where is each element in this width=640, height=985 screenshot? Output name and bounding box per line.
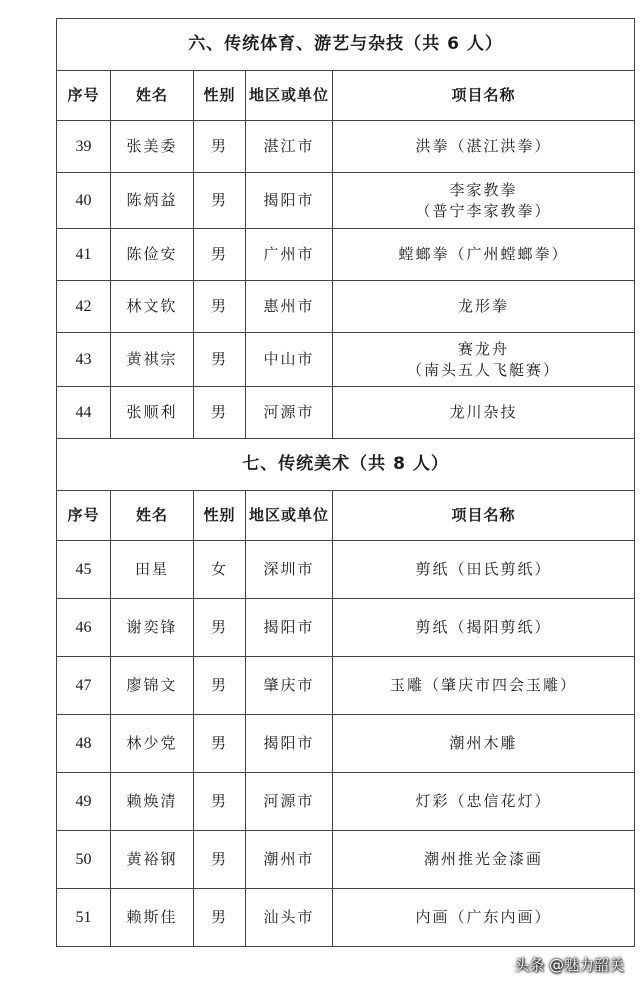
cell-project — [333, 541, 635, 599]
cell-project — [333, 831, 635, 889]
cell-gender: 男 — [194, 773, 246, 831]
cell-region: 河源市 — [246, 387, 333, 439]
cell-number: 45 — [57, 541, 111, 599]
table-row — [57, 599, 635, 657]
cell-project — [333, 773, 635, 831]
cell-gender: 男 — [194, 387, 246, 439]
cell-region: 揭阳市 — [246, 715, 333, 773]
cell-project — [333, 173, 635, 229]
cell-region: 揭阳市 — [246, 173, 333, 229]
cell-name: 张顺利 — [111, 387, 194, 439]
cell-name: 张美委 — [111, 121, 194, 173]
cell-project — [333, 333, 635, 387]
cell-name: 陈炳益 — [111, 173, 194, 229]
table-row — [57, 831, 635, 889]
project-name-line: 剪纸（田氏剪纸） — [415, 560, 552, 578]
project-name-line: （南头五人飞艇赛） — [407, 360, 561, 379]
cell-project — [333, 715, 635, 773]
table-row — [57, 281, 635, 333]
cell-number: 46 — [57, 599, 111, 657]
column-header-project: 项目名称 — [333, 491, 635, 541]
cell-number: 47 — [57, 657, 111, 715]
cell-name: 赖斯佳 — [111, 889, 194, 947]
project-name-line: 洪拳（湛江洪拳） — [415, 137, 552, 155]
column-header-name: 姓名 — [111, 491, 194, 541]
cell-name: 黄祺宗 — [111, 333, 194, 387]
cell-region: 湛江市 — [246, 121, 333, 173]
cell-name: 廖锦文 — [111, 657, 194, 715]
watermark: 头条 @魅力韶关 — [514, 956, 624, 974]
section-title-row — [57, 439, 635, 491]
table-row — [57, 773, 635, 831]
cell-region: 广州市 — [246, 229, 333, 281]
cell-name: 田星 — [111, 541, 194, 599]
cell-number: 42 — [57, 281, 111, 333]
column-header-number: 序号 — [57, 71, 111, 121]
cell-name: 陈俭安 — [111, 229, 194, 281]
project-name-line: 龙形拳 — [458, 297, 510, 315]
cell-number: 43 — [57, 333, 111, 387]
table-row — [57, 121, 635, 173]
cell-gender: 男 — [194, 281, 246, 333]
cell-region: 潮州市 — [246, 831, 333, 889]
cell-project — [333, 657, 635, 715]
column-header-region: 地区或单位 — [246, 71, 333, 121]
cell-gender: 男 — [194, 831, 246, 889]
cell-gender: 男 — [194, 173, 246, 229]
project-name-line: （普宁李家教拳） — [415, 201, 552, 220]
cell-gender: 男 — [194, 121, 246, 173]
cell-gender: 男 — [194, 599, 246, 657]
column-header-project: 项目名称 — [333, 71, 635, 121]
cell-region: 肇庆市 — [246, 657, 333, 715]
cell-gender: 男 — [194, 889, 246, 947]
project-name-line: 螳螂拳（广州螳螂拳） — [398, 245, 569, 263]
cell-region: 深圳市 — [246, 541, 333, 599]
cell-number: 40 — [57, 173, 111, 229]
cell-name: 林文钦 — [111, 281, 194, 333]
cell-region: 中山市 — [246, 333, 333, 387]
cell-gender: 女 — [194, 541, 246, 599]
table-row — [57, 173, 635, 229]
cell-gender: 男 — [194, 657, 246, 715]
cell-number: 39 — [57, 121, 111, 173]
column-header-gender: 性别 — [194, 71, 246, 121]
cell-number: 51 — [57, 889, 111, 947]
cell-gender: 男 — [194, 333, 246, 387]
project-name-line: 龙川杂技 — [449, 403, 518, 421]
section-title: 七、传统美术（共 8 人） — [57, 439, 635, 491]
column-header-region: 地区或单位 — [246, 491, 333, 541]
project-name-line: 灯彩（忠信花灯） — [415, 792, 552, 810]
project-name-line: 玉雕（肇庆市四会玉雕） — [390, 676, 578, 694]
table-row — [57, 333, 635, 387]
project-name-line: 赛龙舟 — [458, 339, 510, 358]
cell-project — [333, 281, 635, 333]
cell-region: 汕头市 — [246, 889, 333, 947]
cell-project — [333, 889, 635, 947]
cell-number: 50 — [57, 831, 111, 889]
cell-number: 49 — [57, 773, 111, 831]
cell-project — [333, 599, 635, 657]
table-row — [57, 229, 635, 281]
cell-region: 惠州市 — [246, 281, 333, 333]
cell-region: 揭阳市 — [246, 599, 333, 657]
cell-number: 41 — [57, 229, 111, 281]
column-header-number: 序号 — [57, 491, 111, 541]
table-row — [57, 387, 635, 439]
cell-number: 48 — [57, 715, 111, 773]
table-row — [57, 715, 635, 773]
cell-name: 林少党 — [111, 715, 194, 773]
cell-region: 河源市 — [246, 773, 333, 831]
section-title: 六、传统体育、游艺与杂技（共 6 人） — [57, 19, 635, 71]
table-row — [57, 657, 635, 715]
column-header-name: 姓名 — [111, 71, 194, 121]
cell-name: 赖焕清 — [111, 773, 194, 831]
cell-gender: 男 — [194, 715, 246, 773]
project-name-line: 内画（广东内画） — [415, 908, 552, 926]
project-name-line: 剪纸（揭阳剪纸） — [415, 618, 552, 636]
heritage-list-table — [56, 18, 635, 947]
table-row — [57, 541, 635, 599]
project-name-line: 潮州推光金漆画 — [424, 850, 544, 868]
column-header-row — [57, 491, 635, 541]
cell-number: 44 — [57, 387, 111, 439]
project-name-line: 潮州木雕 — [449, 734, 518, 752]
column-header-row — [57, 71, 635, 121]
cell-project — [333, 229, 635, 281]
table-row — [57, 889, 635, 947]
project-name-line: 李家教拳 — [449, 180, 518, 199]
cell-project — [333, 121, 635, 173]
cell-name: 黄裕钢 — [111, 831, 194, 889]
cell-gender: 男 — [194, 229, 246, 281]
column-header-gender: 性别 — [194, 491, 246, 541]
cell-project — [333, 387, 635, 439]
cell-name: 谢奕锋 — [111, 599, 194, 657]
table-body — [57, 19, 635, 947]
section-title-row — [57, 19, 635, 71]
